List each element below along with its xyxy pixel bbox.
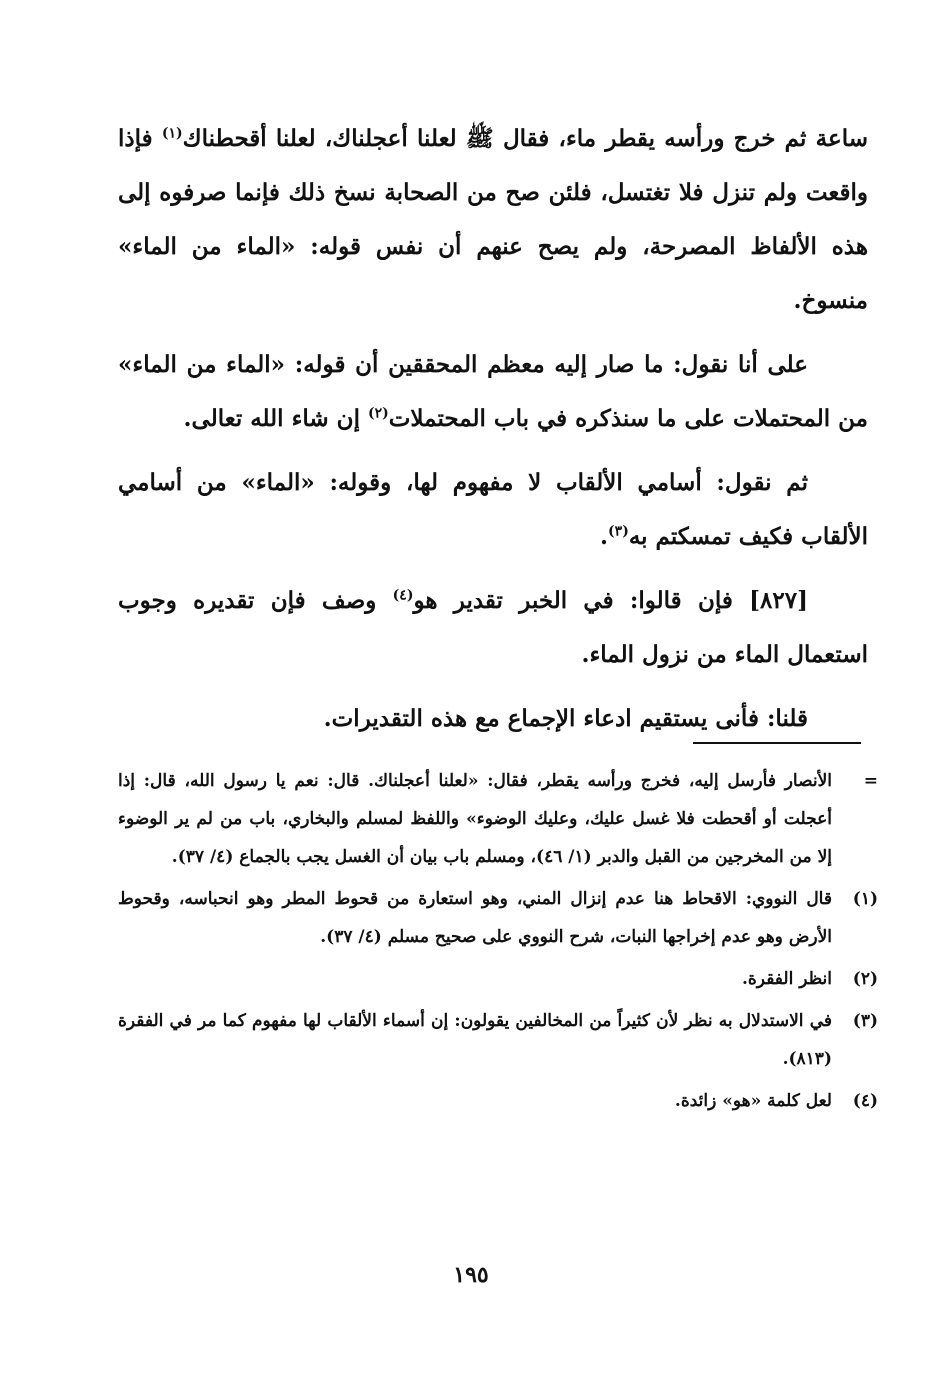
footnote-ref-1[interactable]: (١) [161, 125, 183, 142]
paragraph-2-text-b: إن شاء الله تعالى. [183, 405, 368, 432]
footnote-marker: (٤) [852, 1091, 878, 1111]
footnote-marker: (١) [852, 889, 878, 909]
footnote-separator [693, 742, 861, 744]
paragraph-4 [118, 574, 868, 682]
paragraph-1-text-b: فإذا واقعت ولم تنزل فلا تغتسل، فلئن صح من الصحابة نسخ ذلك فإنما صرفوه إلى هذه الألفاظ المصرحة، ولم يصح عنهم أن نفس قوله: «الماء من الماء» منسوخ. [118, 125, 868, 314]
footnote-text: في الاستدلال به نظر لأن كثيراً من المخالفين يقولون: إن أسماء الألقاب لها مفهوم كما مر في الفقرة (٨١٣). [118, 1011, 832, 1069]
paragraph-4-text-b: وصف فإن تقديره وجوب استعمال الماء من نزول الماء. [118, 587, 868, 668]
footnote-marker: (٢) [852, 969, 878, 989]
paragraph-3-text-b: . [600, 523, 609, 550]
paragraph-1-text-a: ساعة ثم خرج ورأسه يقطر ماء، فقال ﷺ لعلنا أعجلناك، لعلنا أقحطناك [182, 125, 868, 152]
footnote-1 [118, 880, 878, 956]
footnote-4 [118, 1082, 878, 1120]
paragraph-2 [118, 338, 868, 446]
paragraph-1 [118, 112, 868, 328]
footnote-ref-2[interactable]: (٢) [367, 405, 389, 422]
footnote-continuation [118, 762, 878, 876]
paragraph-4-text-a: [٨٢٧] فإن قالوا: في الخبر تقدير هو [413, 587, 808, 614]
paragraph-5 [118, 692, 868, 746]
paragraph-3-text-a: ثم نقول: أسامي الألقاب لا مفهوم لها، وقوله: «الماء» من أسامي الألقاب فكيف تمسكتم به [118, 469, 868, 550]
footnote-text: الأنصار فأرسل إليه، فخرج ورأسه يقطر، فقال: «لعلنا أعجلناك. قال: نعم يا رسول الله، قال: إذا أعجلت أو أقحطت فلا غسل عليك، وعليك الوضوء» واللفظ لمسلم والبخاري، باب من لم ير الوضوء إلا من المخرجين من القبل والدبر (١/ ٤٦)، ومسلم باب بيان أن الغسل يجب بالجماع (٤/ ٣٧). [118, 771, 832, 867]
footnote-text: انظر الفقرة. [741, 969, 832, 989]
footnote-3 [118, 1002, 878, 1078]
footnotes [118, 762, 878, 1124]
footnote-ref-3[interactable]: (٣) [608, 523, 629, 540]
footnote-text: لعل كلمة «هو» زائدة. [674, 1091, 832, 1111]
page-number: ١٩٥ [453, 1262, 489, 1288]
paragraph-3 [118, 456, 868, 564]
footnote-2 [118, 960, 878, 998]
footnote-text: قال النووي: الاقحاط هنا عدم إنزال المني، وهو استعارة من قحوط المطر وهو انحباسه، وقحوط الأرض وهو عدم إخراجها النبات، شرح النووي على صحيح مسلم (٤/ ٣٧). [118, 889, 832, 947]
main-text [118, 112, 868, 756]
footnote-ref-4[interactable]: (٤) [392, 587, 414, 604]
footnote-marker: (٣) [852, 1011, 878, 1031]
paragraph-5-text: قلنا: فأنى يستقيم ادعاء الإجماع مع هذه التقديرات. [323, 705, 808, 732]
paragraph-2-text-a: على أنا نقول: ما صار إليه معظم المحققين أن قوله: «الماء من الماء» من المحتملات على ما سنذكره في باب المحتملات [118, 351, 868, 432]
footnote-marker: = [863, 771, 878, 791]
